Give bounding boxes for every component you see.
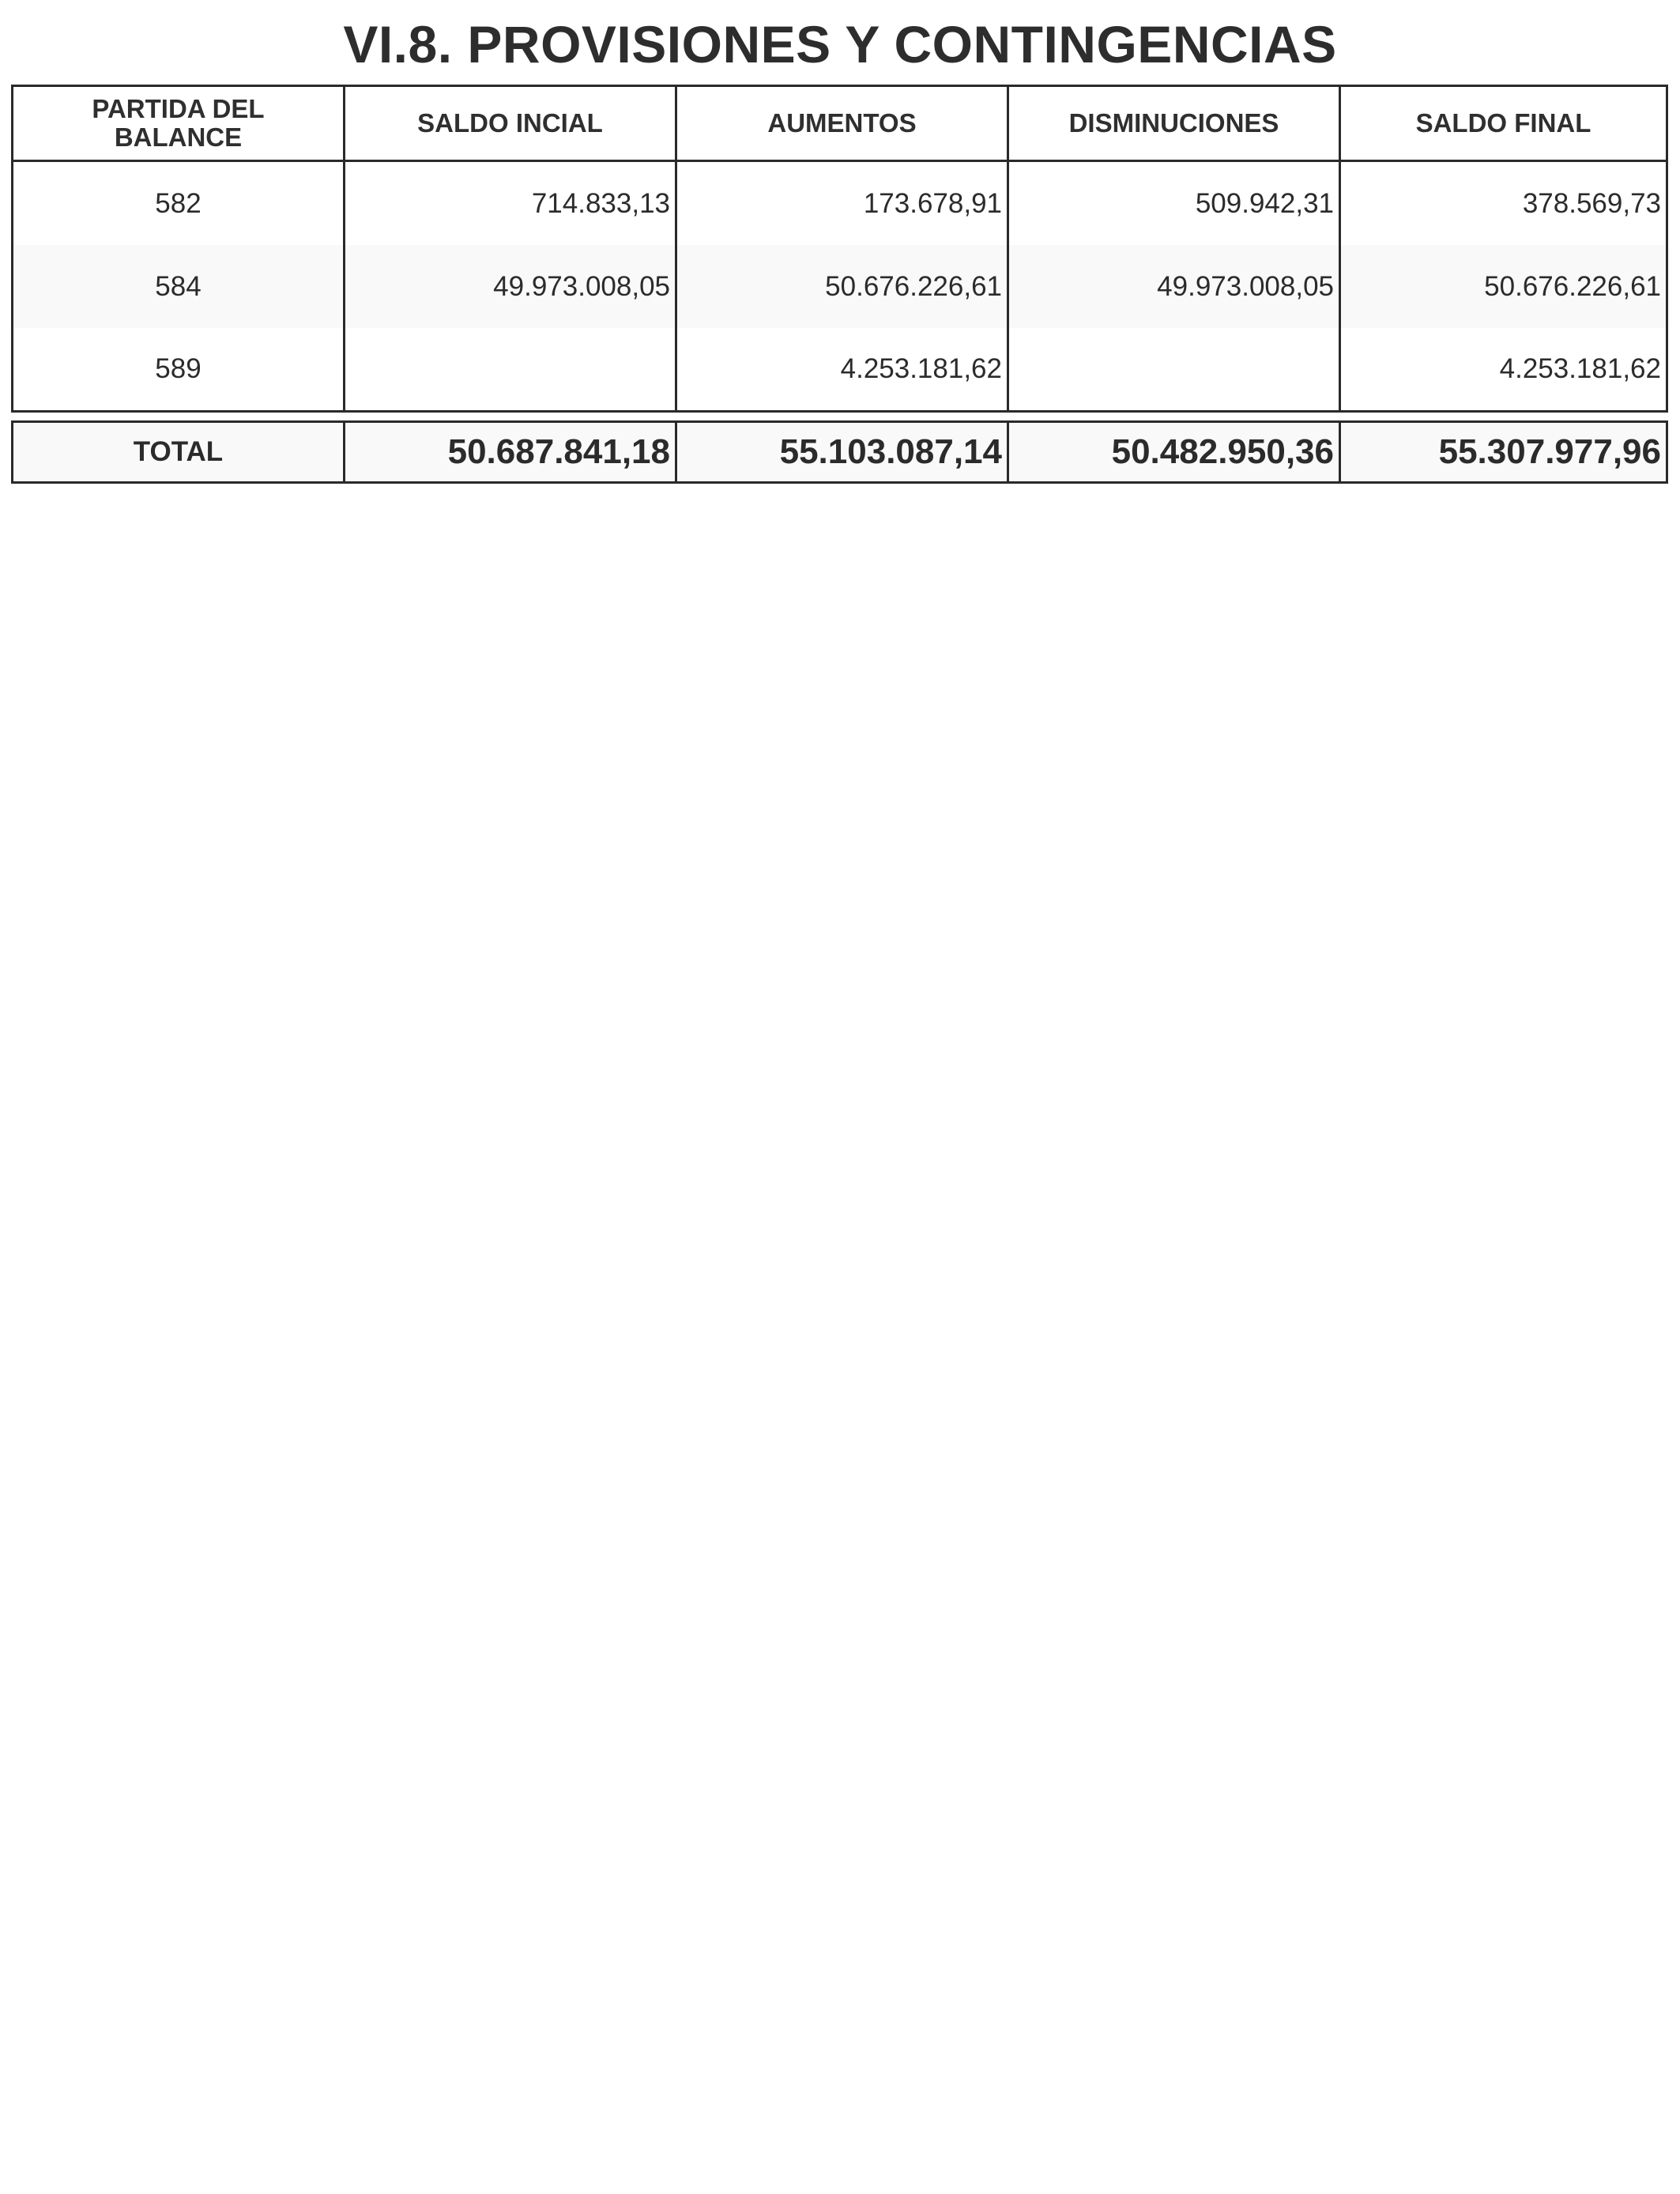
total-aumentos: 55.103.087,14: [677, 423, 1009, 481]
row-partida: 584: [13, 245, 345, 328]
row-saldo-inicial: 49.973.008,05: [345, 245, 677, 328]
totals-table: [11, 420, 1668, 484]
header-saldo-inicial: SALDO INCIAL: [345, 87, 677, 162]
total-disminuciones: 50.482.950,36: [1009, 423, 1341, 481]
total-label: TOTAL: [13, 423, 345, 481]
header-partida: PARTIDA DEL BALANCE: [13, 87, 345, 162]
header-saldo-final: SALDO FINAL: [1341, 87, 1666, 162]
provisions-table: [11, 85, 1668, 413]
row-aumentos: 173.678,91: [677, 162, 1009, 245]
row-aumentos: 4.253.181,62: [677, 328, 1009, 410]
row-aumentos: 50.676.226,61: [677, 245, 1009, 328]
row-disminuciones: 49.973.008,05: [1009, 245, 1341, 328]
row-disminuciones: 509.942,31: [1009, 162, 1341, 245]
header-disminuciones: DISMINUCIONES: [1009, 87, 1341, 162]
row-partida: 589: [13, 328, 345, 410]
header-aumentos: AUMENTOS: [677, 87, 1009, 162]
row-saldo-inicial: 714.833,13: [345, 162, 677, 245]
row-disminuciones: [1009, 328, 1341, 410]
row-saldo-final: 378.569,73: [1522, 187, 1661, 219]
row-partida: 582: [13, 162, 345, 245]
total-saldo-inicial: 50.687.841,18: [345, 423, 677, 481]
page-title: VI.8. PROVISIONES Y CONTINGENCIAS: [343, 15, 1337, 74]
total-saldo-final: 55.307.977,96: [1341, 423, 1666, 481]
row-saldo-final: 50.676.226,61: [1341, 245, 1666, 328]
row-saldo-final: 4.253.181,62: [1499, 353, 1661, 384]
row-saldo-inicial: [345, 328, 677, 410]
